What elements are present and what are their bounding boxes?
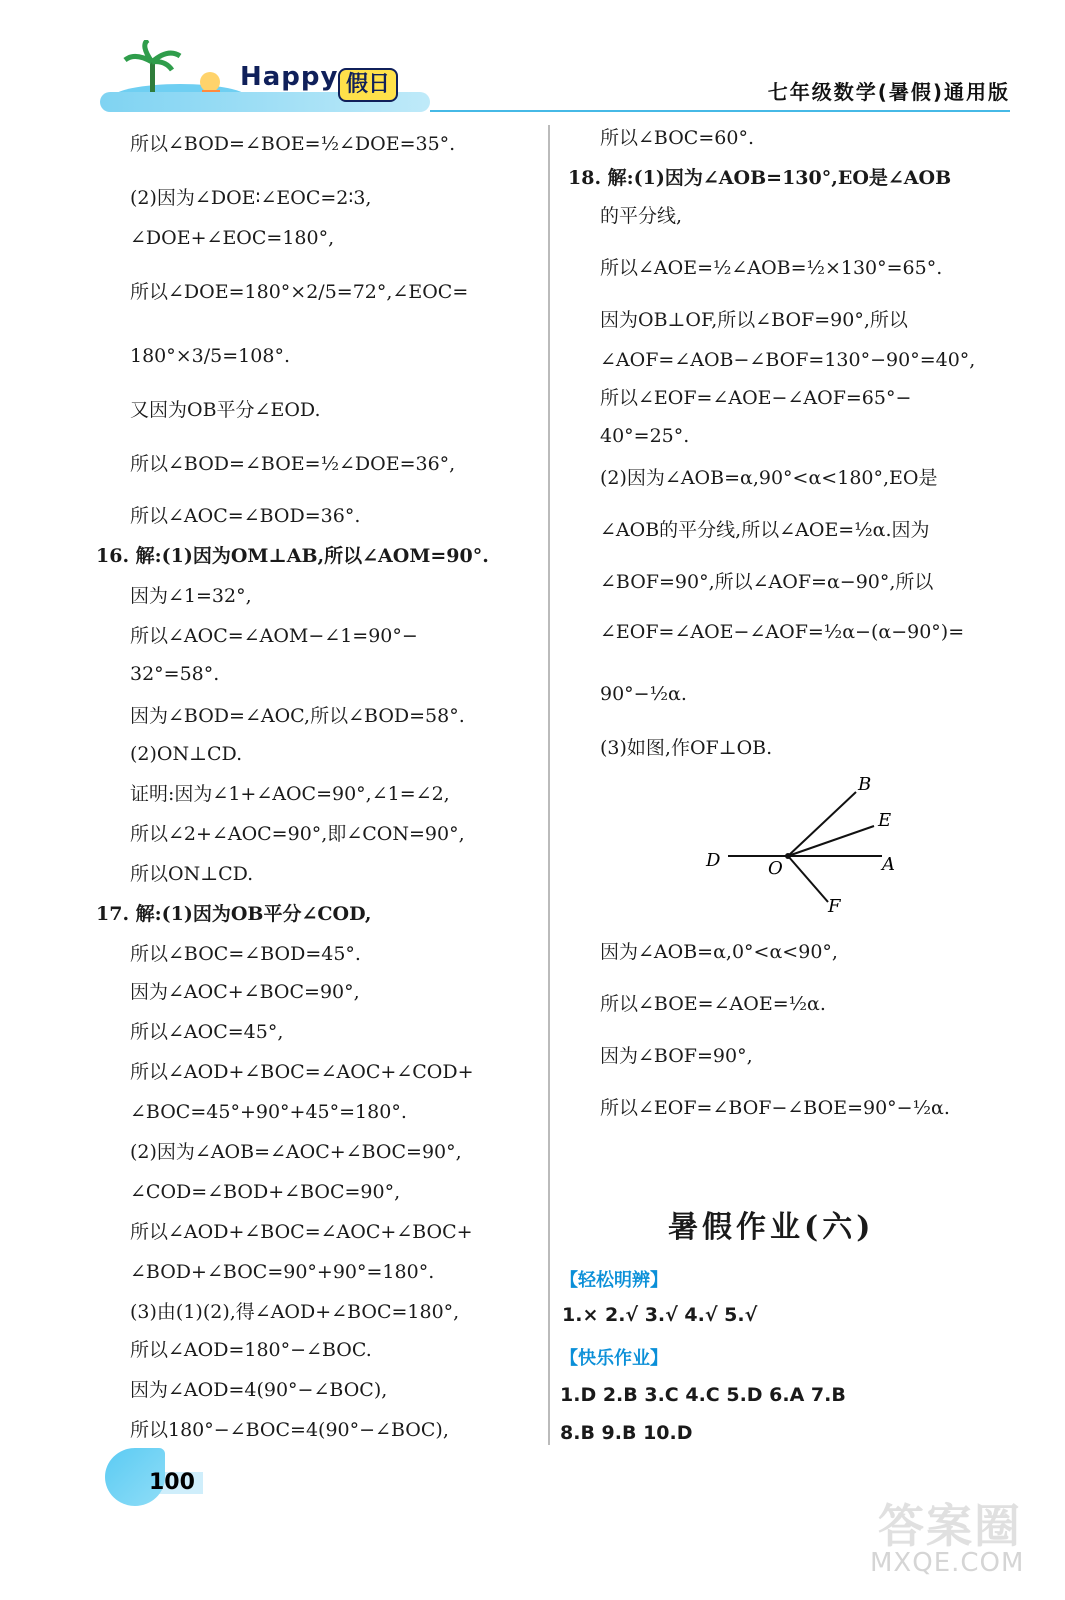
text-line: ∠BOF=90°,所以∠AOF=α−90°,所以 (600, 571, 934, 593)
book-title: 七年级数学(暑假)通用版 (767, 80, 1010, 104)
text-line: 因为OB⊥OF,所以∠BOF=90°,所以 (600, 309, 908, 331)
section-tag-easy: 【轻松明辨】 (560, 1270, 668, 1291)
ray-oe (788, 826, 874, 856)
watermark-logo: 答案圈 (878, 1499, 1022, 1553)
text-line: 所以∠AOE=½∠AOB=½×130°=65°. (600, 257, 943, 279)
section-title: 暑假作业(六) (668, 1210, 875, 1245)
text-line: 的平分线, (600, 205, 683, 227)
text-line: 所以180°−∠BOC=4(90°−∠BOC), (130, 1419, 449, 1441)
column-divider (548, 125, 550, 1445)
text-line: 所以∠DOE=180°×2/5=72°,∠EOC= (130, 281, 469, 303)
text-line: (2)因为∠DOE∶∠EOC=2∶3, (130, 187, 372, 209)
ray-of (788, 856, 828, 902)
page-header (0, 0, 1065, 140)
label-o: O (768, 858, 783, 879)
text-line: 90°−½α. (600, 683, 687, 705)
label-a: A (882, 854, 895, 875)
text-line: 所以∠AOC=45°, (130, 1021, 284, 1043)
text-line: ∠EOF=∠AOE−∠AOF=½α−(α−90°)= (600, 621, 965, 643)
problem-18-heading: 18. 解:(1)因为∠AOB=130°,EO是∠AOB (568, 167, 952, 189)
watermark-url: MXQE.COM (870, 1548, 1025, 1578)
text-line: (3)由(1)(2),得∠AOD+∠BOC=180°, (130, 1301, 460, 1323)
text-line: 因为∠AOD=4(90°−∠BOC), (130, 1379, 388, 1401)
text-line: ∠COD=∠BOD+∠BOC=90°, (130, 1181, 401, 1203)
text-line: (2)因为∠AOB=∠AOC+∠BOC=90°, (130, 1141, 462, 1163)
problem-16-heading: 16. 解:(1)因为OM⊥AB,所以∠AOM=90°. (96, 545, 489, 567)
text-line: (2)因为∠AOB=α,90°<α<180°,EO是 (600, 467, 938, 489)
logo-badge: 假日 (338, 68, 398, 102)
text-line: ∠AOB的平分线,所以∠AOE=½α.因为 (600, 519, 930, 541)
text-line: 所以∠BOE=∠AOE=½α. (600, 993, 826, 1015)
page-number: 100 (149, 1470, 195, 1495)
text-line: ∠BOC=45°+90°+45°=180°. (130, 1101, 407, 1123)
text-line: 因为∠AOB=α,0°<α<90°, (600, 941, 838, 963)
text-line: ∠BOD+∠BOC=90°+90°=180°. (130, 1261, 435, 1283)
label-b: B (858, 774, 872, 795)
text-line: 因为∠BOF=90°, (600, 1045, 753, 1067)
text-line: 证明:因为∠1+∠AOC=90°,∠1=∠2, (130, 783, 450, 805)
text-line: 32°=58°. (130, 663, 220, 685)
text-line: 所以∠AOD=180°−∠BOC. (130, 1339, 372, 1361)
answers-choice-row-2: 8.B 9.B 10.D (560, 1422, 693, 1444)
text-line: 因为∠BOD=∠AOC,所以∠BOD=58°. (130, 705, 465, 727)
point-o (785, 853, 791, 859)
text-line: 因为∠1=32°, (130, 585, 252, 607)
logo-text: Happy (240, 62, 339, 92)
text-line: ∠DOE+∠EOC=180°, (130, 227, 335, 249)
text-line: (3)如图,作OF⊥OB. (600, 737, 773, 759)
problem-17-heading: 17. 解:(1)因为OB平分∠COD, (96, 903, 372, 925)
text-line: 所以∠EOF=∠BOF−∠BOE=90°−½α. (600, 1097, 950, 1119)
text-line: 所以∠BOC=60°. (600, 127, 754, 149)
page-number-badge (105, 1448, 215, 1503)
label-e: E (878, 810, 892, 831)
section-tag-homework: 【快乐作业】 (560, 1348, 668, 1369)
text-line: 所以∠AOD+∠BOC=∠AOC+∠BOC+ (130, 1221, 473, 1243)
label-f: F (828, 896, 841, 917)
text-line: 所以∠AOD+∠BOC=∠AOC+∠COD+ (130, 1061, 474, 1083)
label-d: D (706, 850, 721, 871)
text-line: 40°=25°. (600, 425, 690, 447)
text-line: 所以∠2+∠AOC=90°,即∠CON=90°, (130, 823, 465, 845)
text-line: 又因为OB平分∠EOD. (130, 399, 321, 421)
text-line: 所以∠BOD=∠BOE=½∠DOE=35°. (130, 133, 456, 155)
ray-ob (788, 792, 856, 856)
text-line: 所以∠BOC=∠BOD=45°. (130, 943, 361, 965)
text-line: 180°×3/5=108°. (130, 345, 290, 367)
text-line: 所以∠AOC=∠BOD=36°. (130, 505, 361, 527)
answers-true-false: 1.× 2.√ 3.√ 4.√ 5.√ (562, 1304, 758, 1326)
text-line: 因为∠AOC+∠BOC=90°, (130, 981, 360, 1003)
header-rule (430, 110, 1010, 112)
answers-choice-row-1: 1.D 2.B 3.C 4.C 5.D 6.A 7.B (560, 1384, 846, 1406)
text-line: ∠AOF=∠AOB−∠BOF=130°−90°=40°, (600, 349, 976, 371)
text-line: 所以ON⊥CD. (130, 863, 254, 885)
text-line: 所以∠BOD=∠BOE=½∠DOE=36°, (130, 453, 456, 475)
text-line: 所以∠EOF=∠AOE−∠AOF=65°− (600, 387, 912, 409)
text-line: (2)ON⊥CD. (130, 743, 243, 765)
text-line: 所以∠AOC=∠AOM−∠1=90°− (130, 625, 418, 647)
angle-diagram (700, 770, 910, 920)
